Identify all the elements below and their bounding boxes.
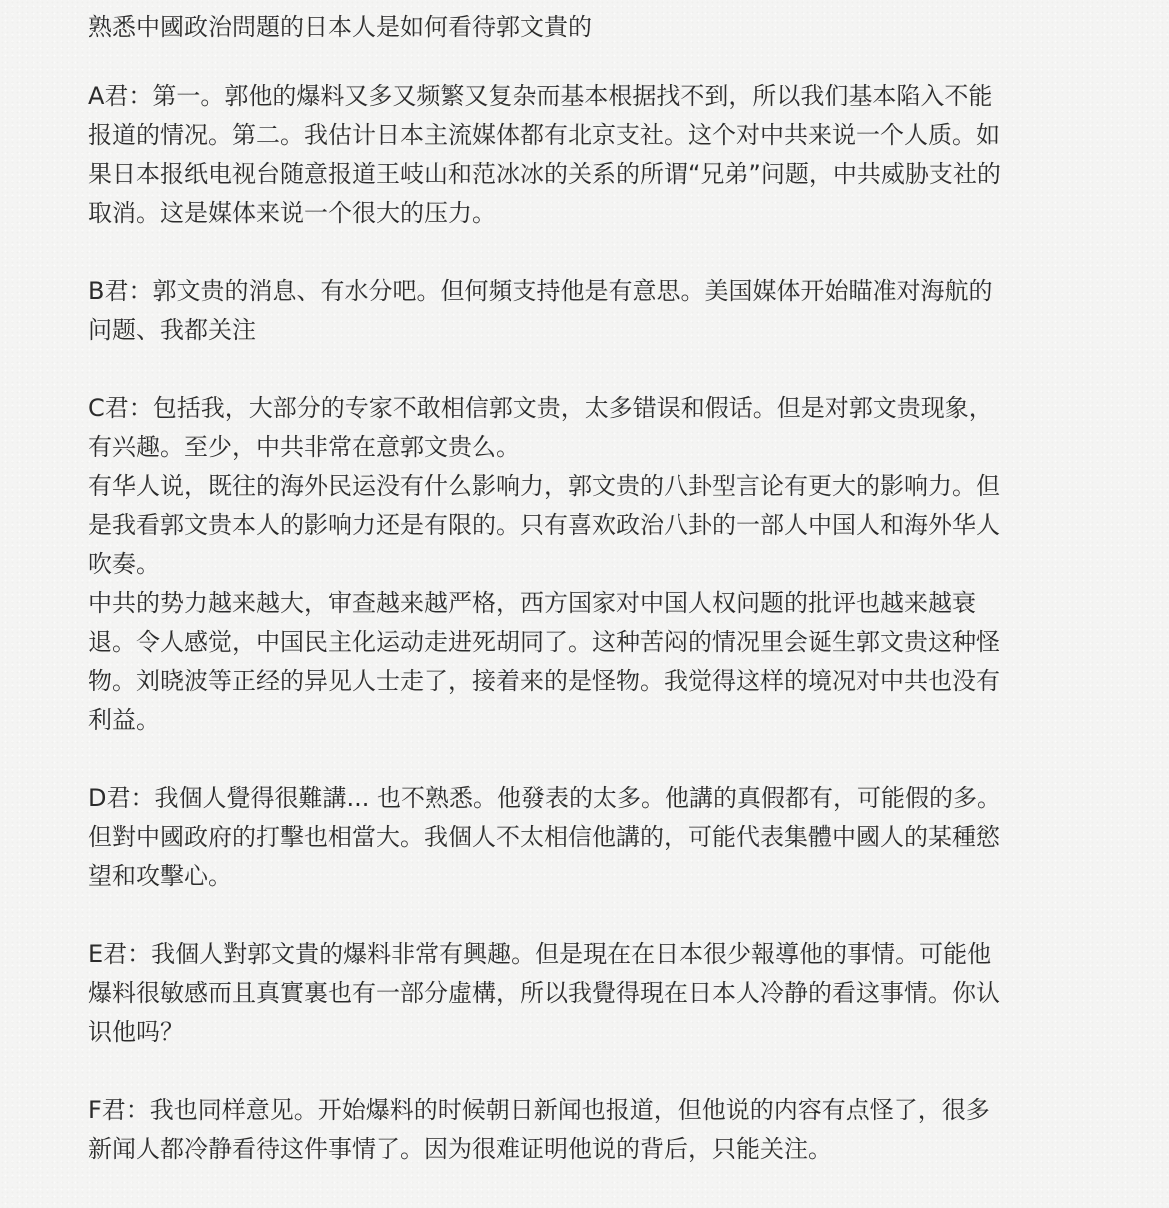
section-c [88, 389, 1098, 740]
section-a [88, 77, 1098, 233]
text-line: 物。刘晓波等正经的异见人士走了，接着来的是怪物。我觉得这样的境况对中共也没有 [88, 667, 1000, 695]
text-line: 中共的势力越来越大，审查越来越严格，西方国家对中国人权问题的批评也越来越衰 [88, 589, 976, 617]
text-line: 爆料很敏感而且真實裏也有一部分虛構，所以我覺得現在日本人冷静的看这事情。你认 [88, 979, 1000, 1007]
text-line: D君：我個人覺得很難講... 也不熟悉。他發表的太多。他講的真假都有，可能假的多。 [88, 784, 1001, 812]
section-f [88, 1091, 1098, 1169]
section-b [88, 272, 1098, 350]
text-line: 取消。这是媒体来说一个很大的压力。 [88, 199, 496, 227]
text-line: 果日本报纸电视台随意报道王岐山和范冰冰的关系的所谓“兄弟”问题，中共威胁支社的 [88, 160, 1001, 188]
text-line: B君：郭文贵的消息、有水分吧。但何頻支持他是有意思。美国媒体开始瞄准对海航的 [88, 277, 993, 305]
text-line: C君：包括我，大部分的专家不敢相信郭文贵，太多错误和假话。但是对郭文贵现象， [88, 394, 993, 422]
text-line: F君：我也同样意见。开始爆料的时候朝日新闻也报道，但他说的内容有点怪了，很多 [88, 1096, 990, 1124]
document-page [88, 8, 1098, 1208]
section-d [88, 779, 1098, 896]
text-line: 有兴趣。至少，中共非常在意郭文贵么。 [88, 433, 520, 461]
text-line: 但對中國政府的打擊也相當大。我個人不太相信他講的，可能代表集體中國人的某種慾 [88, 823, 1000, 851]
text-line: 利益。 [88, 706, 160, 734]
text-line: 吹奏。 [88, 550, 160, 578]
text-line: 望和攻擊心。 [88, 862, 232, 890]
text-line: 新闻人都冷静看待这件事情了。因为很难证明他说的背后，只能关注。 [88, 1135, 832, 1163]
document-title: 熟悉中國政治問題的日本人是如何看待郭文貴的 [88, 13, 592, 41]
text-line: 是我看郭文贵本人的影响力还是有限的。只有喜欢政治八卦的一部人中国人和海外华人 [88, 511, 1000, 539]
text-line: 报道的情况。第二。我估计日本主流媒体都有北京支社。这个对中共来说一个人质。如 [88, 121, 1000, 149]
text-line: 有华人说，既往的海外民运没有什么影响力，郭文贵的八卦型言论有更大的影响力。但 [88, 472, 1000, 500]
section-e [88, 935, 1098, 1052]
text-line: E君：我個人對郭文貴的爆料非常有興趣。但是現在在日本很少報導他的事情。可能他 [88, 940, 992, 968]
text-line: A君：第一。郭他的爆料又多又频繁又复杂而基本根据找不到，所以我们基本陷入不能 [88, 82, 993, 110]
text-line: 识他吗？ [88, 1018, 184, 1046]
text-line: 退。令人感觉，中国民主化运动走进死胡同了。这种苦闷的情况里会诞生郭文贵这种怪 [88, 628, 1000, 656]
text-line: 问题、我都关注 [88, 316, 256, 344]
